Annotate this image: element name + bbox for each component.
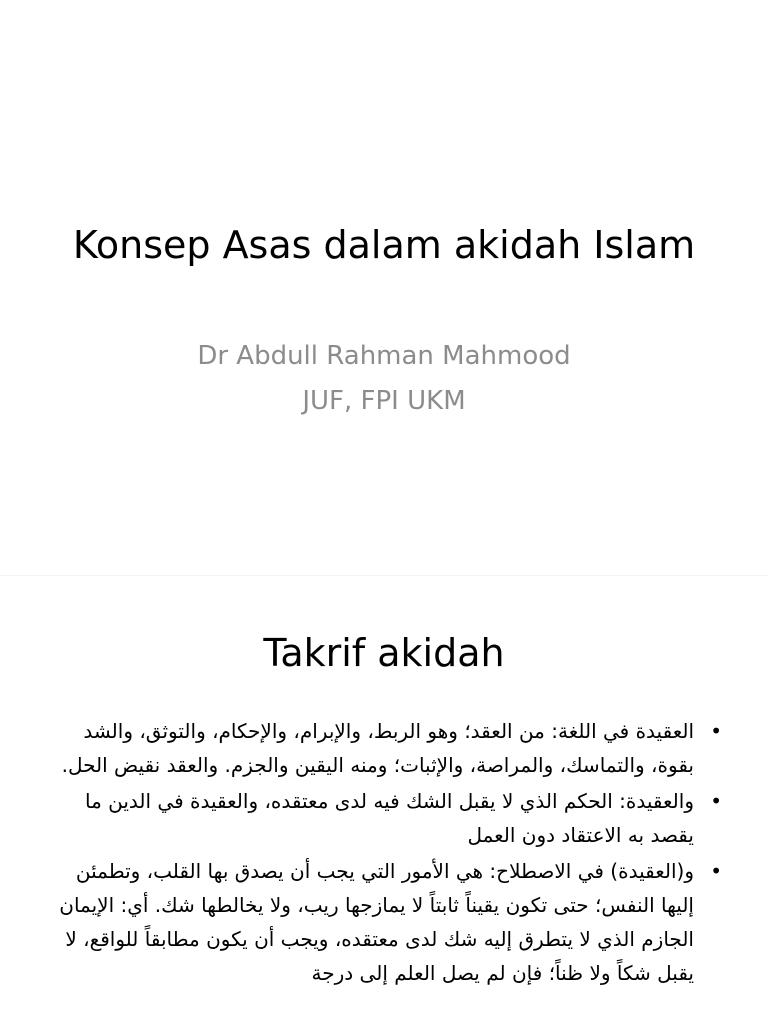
slide-title: Takrif akidah	[263, 631, 505, 675]
list-item	[40, 854, 730, 990]
author-affiliation: JUF, FPI UKM	[302, 386, 466, 416]
bullet-text: العقيدة في اللغة: من العقد؛ وهو الربط، والإبرام، والإحكام، والتوثق، والشد بقوة، والتماسك، والمراصة، والإثبات؛ ومنه اليقين والجزم. والعقد نقيض الحل.	[61, 719, 694, 777]
list-item	[40, 714, 730, 782]
bullet-text: والعقيدة: الحكم الذي لا يقبل الشك فيه لدى معتقده، والعقيدة في الدين ما يقصد به الاعتقاد دون العمل	[84, 789, 694, 847]
slide-subtitle	[0, 334, 768, 424]
list-item	[40, 784, 730, 852]
content-slide	[0, 576, 768, 1024]
slide-title: Konsep Asas dalam akidah Islam	[72, 223, 696, 267]
author-name: Dr Abdull Rahman Mahmood	[197, 341, 571, 371]
bullet-text: و(العقيدة) في الاصطلاح: هي الأمور التي يجب أن يصدق بها القلب، وتطمئن إليها النفس؛ حتى تكون يقيناً ثابتاً لا يمازجها ريب، ولا يخالطها شك. أي: الإيمان الجازم الذي لا يتطرق إليه شك لدى معتقده، ويجب أن يكون مطابقاً للواقع، لا يقبل شكاً ولا ظناً؛ فإن لم يصل العلم إلى درجة	[59, 859, 694, 985]
bullet-marker: •	[710, 859, 722, 883]
bullet-marker: •	[710, 719, 722, 743]
bullet-marker: •	[710, 789, 722, 813]
bullet-list	[40, 714, 730, 992]
